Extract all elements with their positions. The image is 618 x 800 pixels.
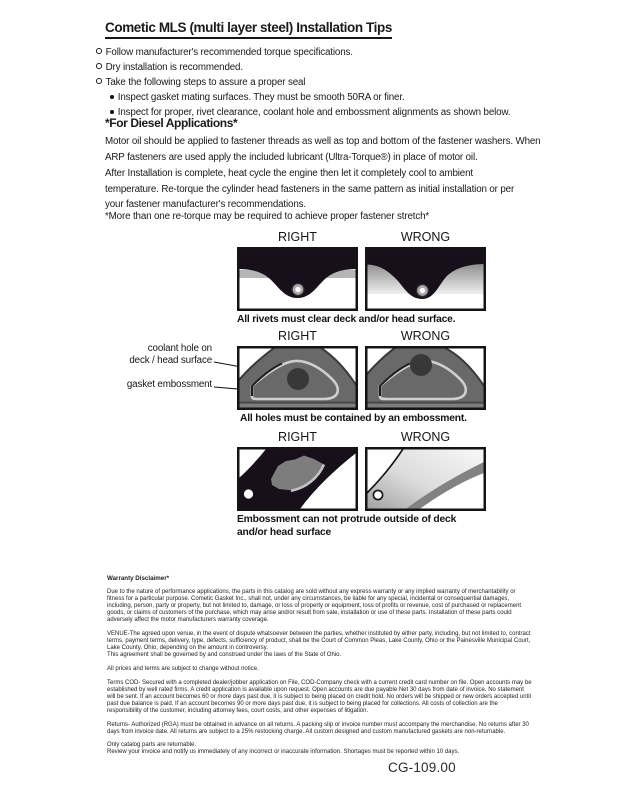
tip-text: Follow manufacturer's recommended torque specifications. (105, 47, 353, 58)
installation-tips-list (96, 45, 510, 120)
diesel-paragraph-1: Motor oil should be applied to fastener threads as well as top and bottom of the fastener washers. When ARP fasteners are used apply the included lubricant (Ultra-Torque®) in place of motor oil. (105, 136, 541, 163)
diagram-coolant-right (237, 346, 358, 410)
list-item (110, 90, 510, 105)
tip-text: Inspect gasket mating surfaces. They must be smooth 50RA or finer. (117, 92, 405, 103)
wrong-label: WRONG (400, 230, 451, 244)
coolant-wrong-graphic (365, 346, 486, 410)
wrong-label: WRONG (400, 329, 451, 343)
list-item (96, 75, 510, 90)
circle-bullet-icon (96, 63, 102, 69)
circle-bullet-icon (96, 48, 102, 54)
diesel-applications-heading: *For Diesel Applications* (105, 116, 238, 130)
diagram-embossment-wrong (365, 447, 486, 511)
embossment-wrong-graphic (365, 447, 486, 511)
rivet-wrong-graphic (365, 247, 486, 311)
list-item (96, 60, 510, 75)
right-label: RIGHT (278, 430, 317, 444)
embossment-right-graphic (237, 447, 358, 511)
dot-bullet-icon (110, 95, 114, 99)
page-title: Cometic MLS (multi layer steel) Installation Tips (105, 20, 392, 39)
disclaimer-paragraph: Due to the nature of performance applications, the parts in this catalog are sold without any express warranty or any implied warranty of merchantability or fitness for a particular purpose. Cometic Gasket Inc., shall not, under any circumstances, be liable for any special, incidental or consequential damages, including, person, party or property, but not limited to, damage, or loss of property or equipment, loss of profits or revenue, cost of purchased or replacement goods, or claims of customers of the purchase, which may arise and/or result from sale, installation or use of these parts. Installation of these parts could adversely affect the motor manufacturers warranty coverage. (107, 589, 522, 624)
disclaimer-paragraph: Only catalog parts are returnable. (107, 742, 197, 749)
tip-text: Take the following steps to assure a proper seal (105, 77, 306, 88)
diagram-embossment-right (237, 447, 358, 511)
coolant-right-graphic (237, 346, 358, 410)
circle-bullet-icon (96, 78, 102, 84)
retorque-note: *More than one re-torque may be required to achieve proper fastener stretch* (105, 211, 430, 222)
disclaimer-paragraph: This agreement shall be governed by and construed under the laws of the State of Ohio. (107, 652, 342, 659)
disclaimer-paragraph: Returns- Authorized (RGA) must be obtained in advance on all returns. A packing slip or invoice number must accompany the merchandise. No returns after 30 days from invoice date. All returns are subject to a 25% restocking charge. All custom designed and custom manufactured gaskets are non-returnable. (107, 721, 529, 735)
rivet-right-graphic (237, 247, 358, 311)
disclaimer-paragraph: Terms COD- Secured with a completed dealer/jobber application on File, COD-Company check with a current credit card number on file. Open accounts may be established by well rated firms. A credit application is available upon request. Open accounts are due payable Net 30 days from date of invoice. No statement will be sent. If an account becomes 60 or more days past due, it is subject to being placed on credit hold. No orders will be shipped or new orders accepted until past due balance is paid. If an account becomes 90 or more days past due, it is subject to being placed for collections. All costs of collection are the responsibility of the customer, including attorney fees, court costs, and other expenses of litigation. (107, 679, 532, 714)
disclaimer-paragraph: All prices and terms are subject to change without notice. (107, 665, 259, 672)
warranty-disclaimer (107, 575, 533, 763)
diagram-rivet-wrong (365, 247, 486, 311)
list-item (96, 45, 510, 60)
diagram-rivet-right (237, 247, 358, 311)
page-code: CG-109.00 (388, 760, 456, 775)
right-label: RIGHT (278, 329, 317, 343)
diagram-coolant-wrong (365, 346, 486, 410)
tip-text: Inspect for proper, rivet clearance, coolant hole and embossment alignments as shown below. (117, 107, 511, 118)
warranty-disclaimer-heading: Warranty Disclaimer* (107, 575, 170, 582)
diesel-paragraph-2: After Installation is complete, heat cycle the engine then let it completely cool to ambient temperature. Re-torque the cylinder head fasteners in the same pattern as initial installation or per your fastener manufacturer's recommendations. (105, 168, 515, 210)
wrong-label: WRONG (400, 430, 451, 444)
diagram-caption: Embossment can not protrude outside of deck and/or head surface (237, 514, 457, 538)
right-label: RIGHT (278, 230, 317, 244)
diagram-caption: All holes must be contained by an embossment. (240, 413, 467, 424)
disclaimer-paragraph: Review your invoice and notify us immediately of any incorrect or inaccurate information. Shortages must be reported within 10 days. (107, 749, 460, 756)
disclaimer-paragraph: VENUE-The agreed upon venue, in the event of dispute whatsoever between the parties, whether instituted by either party, including, but not limited to, contract terms, payment terms, delivery, type, defects, sufficiency of product, shall be the Court of Common Pleas, Lake County, Ohio or the Painesville Municipal Court, Lake County, Ohio, depending on the amount in controversy. (107, 631, 531, 652)
gasket-embossment-label: gasket embossment (126, 379, 212, 390)
tip-text: Dry installation is recommended. (105, 62, 243, 73)
coolant-hole-label: coolant hole on deck / head surface (129, 343, 212, 366)
dot-bullet-icon (110, 110, 114, 114)
diagram-caption: All rivets must clear deck and/or head surface. (237, 314, 456, 325)
